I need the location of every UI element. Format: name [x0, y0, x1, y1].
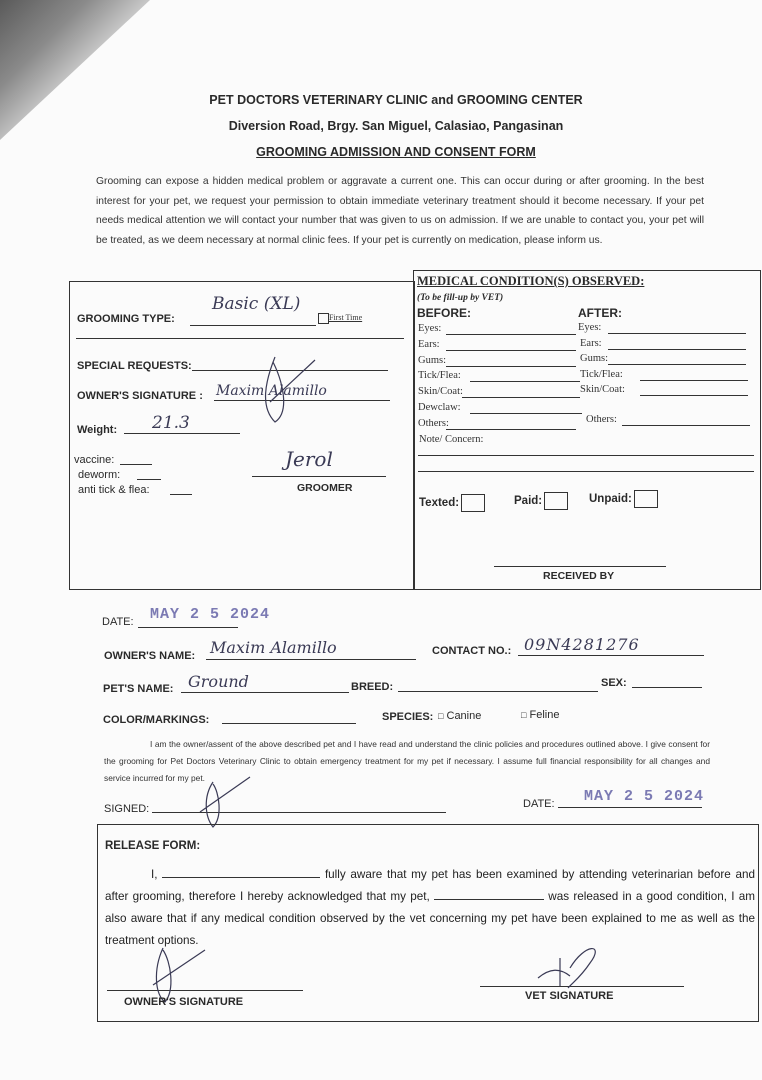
- groomer-line: [252, 476, 386, 477]
- before-item-label: Tick/Flea:: [418, 370, 461, 381]
- before-item-line[interactable]: [462, 397, 580, 398]
- breed-label: BREED:: [351, 681, 394, 693]
- unpaid-checkbox[interactable]: [634, 490, 658, 508]
- after-item-label: Eyes:: [578, 322, 602, 333]
- vet-signature-scribble: [530, 938, 610, 993]
- before-item-label: Gums:: [418, 355, 447, 366]
- paid-checkbox[interactable]: [544, 492, 568, 510]
- pet-name-line: [181, 692, 349, 693]
- release-name-blank[interactable]: [162, 865, 320, 878]
- owner-name-label: OWNER'S NAME:: [104, 650, 196, 662]
- grooming-type-label: GROOMING TYPE:: [77, 313, 175, 325]
- clinic-name: PET DOCTORS VETERINARY CLINIC and GROOMING CENTER: [209, 93, 583, 107]
- before-label: BEFORE:: [417, 306, 471, 320]
- canine-option[interactable]: □ Canine: [438, 710, 482, 722]
- before-item-line[interactable]: [470, 413, 582, 414]
- deworm-line[interactable]: [137, 479, 161, 480]
- first-time-label: First Time: [329, 313, 363, 322]
- contact-value[interactable]: 09N4281276: [524, 635, 640, 654]
- release-title: RELEASE FORM:: [105, 840, 201, 852]
- after-item-line[interactable]: [608, 364, 746, 365]
- before-item-label: Ears:: [418, 339, 440, 350]
- feline-label: Feline: [529, 709, 560, 721]
- release-text-3: was released in a good condition, I am also aware that if any medical condition observed by the vet concerning my pet have been explained to me as well as the treatment options.: [105, 890, 756, 947]
- received-by-label: RECEIVED BY: [543, 570, 615, 582]
- color-label: COLOR/MARKINGS:: [103, 714, 210, 726]
- after-label: AFTER:: [578, 306, 622, 320]
- after-item-line[interactable]: [608, 349, 746, 350]
- after-item-label: Others:: [586, 414, 617, 425]
- sex-label: SEX:: [601, 677, 627, 689]
- after-item-line[interactable]: [640, 380, 748, 381]
- consent-date-line: [558, 807, 702, 808]
- form-title: GROOMING ADMISSION AND CONSENT FORM: [256, 145, 536, 159]
- release-owner-signature-label: OWNER'S SIGNATURE: [124, 996, 244, 1008]
- note-label: Note/ Concern:: [419, 434, 484, 445]
- pet-name-value[interactable]: Ground: [188, 672, 249, 691]
- deworm-label: deworm:: [78, 469, 121, 481]
- release-pet-blank[interactable]: [434, 887, 544, 900]
- owner-signature-scribble: [255, 352, 325, 432]
- clinic-address: Diversion Road, Brgy. San Miguel, Calasiao, Pangasinan: [228, 119, 564, 133]
- feline-option[interactable]: □ Feline: [521, 709, 560, 721]
- grooming-panel: [69, 281, 415, 590]
- owner-signature-value[interactable]: Maxim Alamillo: [216, 383, 327, 399]
- date-line: [138, 627, 238, 628]
- owner-name-line: [206, 659, 416, 660]
- contact-label: CONTACT NO.:: [432, 645, 512, 657]
- before-item-line[interactable]: [446, 429, 576, 430]
- after-item-label: Skin/Coat:: [580, 384, 625, 395]
- texted-checkbox[interactable]: [461, 494, 485, 512]
- special-requests-label: SPECIAL REQUESTS:: [77, 360, 192, 372]
- color-line[interactable]: [222, 723, 356, 724]
- species-label: SPECIES:: [382, 711, 434, 723]
- breed-line[interactable]: [398, 691, 598, 692]
- pet-name-label: PET'S NAME:: [103, 683, 174, 695]
- before-item-line[interactable]: [446, 334, 576, 335]
- weight-label: Weight:: [77, 424, 118, 436]
- owner-signature-label: OWNER'S SIGNATURE :: [77, 390, 203, 402]
- release-text: [105, 864, 755, 952]
- note-line-2[interactable]: [418, 471, 754, 472]
- grooming-type-line: [190, 325, 316, 326]
- signed-signature-scribble: [195, 772, 255, 832]
- received-by-line: [494, 566, 666, 567]
- medical-title: MEDICAL CONDITION(S) OBSERVED:: [417, 274, 645, 288]
- first-time-checkbox[interactable]: [318, 313, 329, 324]
- before-item-label: Eyes:: [418, 323, 442, 334]
- after-item-line[interactable]: [640, 395, 748, 396]
- sex-line[interactable]: [632, 687, 702, 688]
- after-item-line[interactable]: [622, 425, 750, 426]
- grooming-type-line-2: [76, 338, 404, 339]
- note-line-1[interactable]: [418, 455, 754, 456]
- owner-name-value[interactable]: Maxim Alamillo: [210, 638, 337, 657]
- consent-text: I am the owner/assent of the above described pet and I have read and understand the clinic policies and procedures outlined above. I give consent for the grooming for Pet Doctors Veterinary Clinic to obtain emergency treatment for my pet if necessary. I assume full financial responsibility for all changes and service incurred for my pet.: [104, 739, 710, 783]
- release-text-2: fully aware that my pet has been examined by attending veterinarian before and after grooming, therefore I hereby acknowledged that my pet,: [105, 868, 756, 903]
- vaccine-line[interactable]: [120, 464, 152, 465]
- after-item-label: Tick/Flea:: [580, 369, 623, 380]
- date-label: DATE:: [102, 616, 134, 628]
- unpaid-status: [589, 490, 658, 508]
- paid-label: Paid:: [514, 495, 543, 508]
- before-item-label: Others:: [418, 418, 449, 429]
- vet-signature-label: VET SIGNATURE: [525, 990, 614, 1002]
- consent-date-label: DATE:: [523, 798, 555, 810]
- texted-label: Texted:: [419, 497, 460, 510]
- anti-tick-label: anti tick & flea:: [78, 484, 150, 496]
- release-text-1: I,: [151, 868, 158, 881]
- weight-value[interactable]: 21.3: [152, 413, 190, 433]
- unpaid-label: Unpaid:: [589, 493, 632, 506]
- after-item-label: Ears:: [580, 338, 602, 349]
- canine-label: Canine: [446, 710, 482, 722]
- after-item-label: Gums:: [580, 353, 609, 364]
- before-item-label: Skin/Coat:: [418, 386, 463, 397]
- weight-line: [124, 433, 240, 434]
- before-item-label: Dewclaw:: [418, 402, 461, 413]
- date-stamp[interactable]: MAY 2 5 2024: [150, 606, 271, 623]
- before-item-line[interactable]: [470, 381, 580, 382]
- after-item-line[interactable]: [608, 333, 746, 334]
- anti-tick-line[interactable]: [170, 494, 192, 495]
- before-item-line[interactable]: [446, 366, 576, 367]
- groomer-label: GROOMER: [297, 482, 353, 494]
- before-item-line[interactable]: [446, 350, 576, 351]
- consent-date-stamp[interactable]: MAY 2 5 2024: [584, 788, 705, 805]
- vaccine-label: vaccine:: [74, 454, 115, 466]
- medical-subtitle: (To be fill-up by VET): [417, 293, 504, 303]
- signed-label: SIGNED:: [104, 803, 150, 815]
- paid-status: [514, 492, 568, 510]
- contact-line: [518, 655, 704, 656]
- texted-status: [419, 494, 485, 512]
- groomer-value[interactable]: Jerol: [285, 447, 333, 471]
- intro-paragraph: Grooming can expose a hidden medical problem or aggravate a current one. This can occur during or after grooming. In the best interest for your pet, we request your permission to obtain immediate veterinary treatment should it become necessary. If your pet needs medical attention we will contact your number that was given to us on admission. If we are unable to contact you, your pet will be treated, as we deem necessary at normal clinic fees. If your pet is currently on medication, please inform us.: [96, 176, 704, 246]
- grooming-type-value[interactable]: Basic (XL): [212, 294, 301, 314]
